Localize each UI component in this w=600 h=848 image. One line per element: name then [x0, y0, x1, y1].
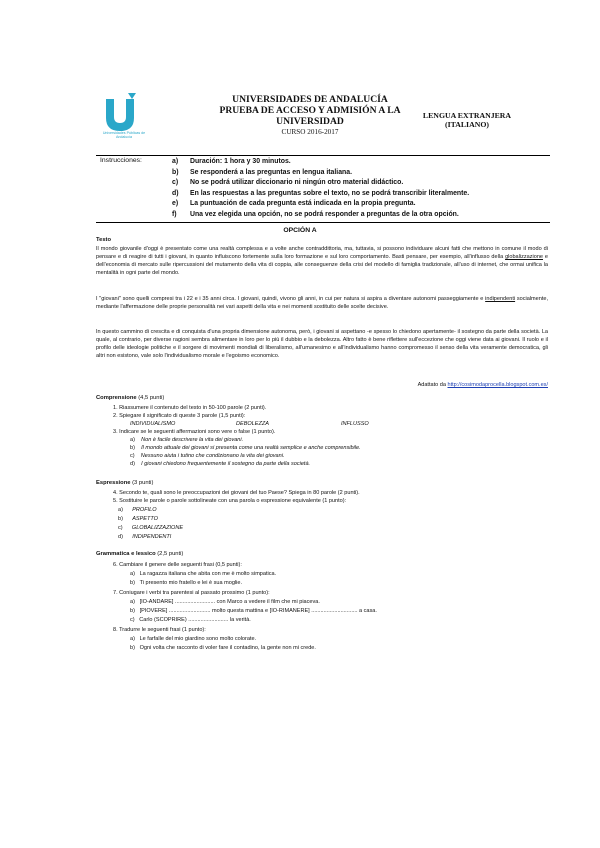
question-7: 7. Coniugare i verbi tra parentesi al passato prossimo (1 punto):: [113, 590, 270, 596]
subject-line-1: LENGUA EXTRANJERA: [422, 111, 512, 120]
instructions-label: Instrucciones:: [100, 157, 142, 164]
question-1: 1. Riassumere il contenuto del testo in 50-100 parole (2 punti).: [113, 405, 267, 411]
instruction-item: b) Se responderá a las preguntas en lengua italiana.: [172, 168, 352, 176]
tf-item: a) Non è facile descrivere la vita dei giovani.: [130, 437, 244, 443]
substitution-item: c) GLOBALIZZAZIONE: [118, 525, 184, 531]
instructions-list: [172, 157, 552, 221]
question-8: 8. Tradurre le seguenti frasi (1 punto):: [113, 627, 206, 633]
option-title: OPCIÓN A: [283, 227, 317, 234]
tf-item: c) Nessuno aiuta i tutino che condizionano la vita dei giovani.: [130, 453, 285, 459]
verb-item: c) Carlo (SCOPRIRE) .......................... la verità.: [130, 617, 251, 623]
course-year: CURSO 2016-2017: [281, 128, 339, 136]
question-4: 4. Secondo te, quali sono le preoccupazioni dei giovani del tuo Paese? Spiega in 80 parole (2 punti).: [113, 490, 360, 496]
substitution-item: d) INDIPENDENTI: [118, 534, 172, 540]
word-2: DEBOLEZZA: [236, 421, 269, 427]
translate-item: b) Ogni volta che racconto di voler fare il contadino, la gente non mi crede.: [130, 645, 316, 651]
word-1: INDIVIDUALISMO: [130, 421, 176, 427]
text-paragraph-2: I "giovani" sono quelli compresi tra i 22 e i 35 anni circa. I giovani, quindi, vivono gli anni, in cui per natura si aspira a diventare autonomi passeggiamente e indipendenti socialmente, mediante l'affermazione delle proprie personalità nei vari aspetti della vita e nei momenti sostituito delle scelte decisive.: [96, 296, 549, 311]
tf-item: d) I giovani chiedono frequentemente il sostegno da parte della società.: [130, 461, 311, 467]
instruction-item: f) Una vez elegida una opción, no se podrá responder a preguntas de la otra opción.: [172, 210, 459, 218]
question-6: 6. Cambiare il genere delle seguenti frasi (0,5 punti):: [113, 562, 242, 568]
question-3: 3. Indicare se le seguenti affermazioni sono vere o false (1 punto).: [113, 429, 276, 435]
source-link[interactable]: http://cosimodaprocella.blogspot.com.es/: [447, 382, 548, 388]
university-logo-icon: [92, 93, 152, 148]
instruction-item: e) La puntuación de cada pregunta está indicada en la propia pregunta.: [172, 200, 416, 208]
text-paragraph-1: Il mondo giovanile d'oggi è presentato come una realtà complessa e a volte anche contraddittoria, ma, tuttavia, si possono individuare alcuni fatti che mettono in comune il modo di pensare e di reagire di tutti i giovani, in quanto influiscono fortemente sulla loro formazione e sul loro comportamento. Basti pensare, per esempio, all'influsso della globalizzazione e dell'economia di mercato sulle ripercussioni del mutamento della vita di coppia, alle conseguenze della crisi del modello di famiglia tradizionale, all'uso di internet, che ormai unifica la mentalità in ogni parte del mondo.: [96, 246, 548, 277]
translate-item: a) Le farfalle del mio giardino sono molto colorate.: [130, 636, 257, 642]
subject-line-2: (ITALIANO): [444, 120, 490, 129]
instruction-item: a) Duración: 1 hora y 30 minutos.: [172, 158, 291, 165]
gender-item: a) La ragazza italiana che abita con me è molto simpatica.: [130, 571, 277, 577]
logo-caption: Universidades Públicas de Andalucía: [102, 131, 146, 139]
text-heading: Testo: [96, 237, 112, 243]
verb-item: b) [PIOVERE] ........................... molto questa mattina e [IO-RIMANERE] .............................. a casa.: [130, 608, 377, 614]
verb-item: a) [IO-ANDARE] .......................... con Marco a vedere il film che mi piaceva.: [130, 599, 320, 605]
header-title-line-1: UNIVERSIDADES DE ANDALUCÍA: [232, 94, 388, 105]
gender-item: b) Ti presento mio fratello e lei è sua moglie.: [130, 580, 243, 586]
header-title-line-2: PRUEBA DE ACCESO Y ADMISIÓN A LA: [219, 105, 401, 116]
espressione-heading: Espressione (3 punti): [96, 480, 154, 486]
instruction-item: c) No se podrá utilizar diccionario ni ningún otro material didáctico.: [172, 179, 404, 187]
tf-item: b) Il mondo attuale dei giovani si presenta come una realtà semplice e anche comprensibile.: [130, 445, 361, 451]
substitution-item: a) PROFILO: [118, 507, 157, 513]
question-5: 5. Sostituire le parole o parole sottolineate con una parola o espressione equivalente (1 punto):: [113, 498, 347, 504]
comprensione-heading: Comprensione (4,5 punti): [96, 395, 165, 401]
subject-title: [392, 111, 542, 129]
substitution-item: b) ASPETTO: [118, 516, 158, 522]
header-title-line-3: UNIVERSIDAD: [276, 116, 344, 127]
question-2: 2. Spiegare il significato di queste 3 parole (1,5 punti):: [113, 413, 246, 419]
source-line: Adattato da http://cosimodaprocella.blogspot.com.es/: [417, 382, 548, 388]
instruction-item: d) En las respuestas a las preguntas sobre el texto, no se podrá transcribir literalmente.: [172, 189, 470, 197]
text-paragraph-3: In questo cammino di crescita e di conquista d'una propria dimensione autonoma, però, i giovani si aspettano -e spesso lo chiedono apertamente- il sostegno da parte della società. La quale, al contrario, per diverse ragioni sembra alimentare in loro per lo più il dubbio e la debolezza. Altro fatto è bene riflettere sull'eccezione che oggi viene data ai giovani. Il ruolo e il profilo delle ideologie politiche e il sorgere di movimenti mondiali di liberalismo, all'umanesimo e all'individualismo hanno compromesso il senso della vita veramente democratica, gli altri non esistono, vale solo l'individualismo morale e l'egoismo economico.: [96, 329, 548, 360]
grammatica-heading: Grammatica e lessico (2,5 punti): [96, 551, 184, 557]
word-3: INFLUSSO: [341, 421, 369, 427]
